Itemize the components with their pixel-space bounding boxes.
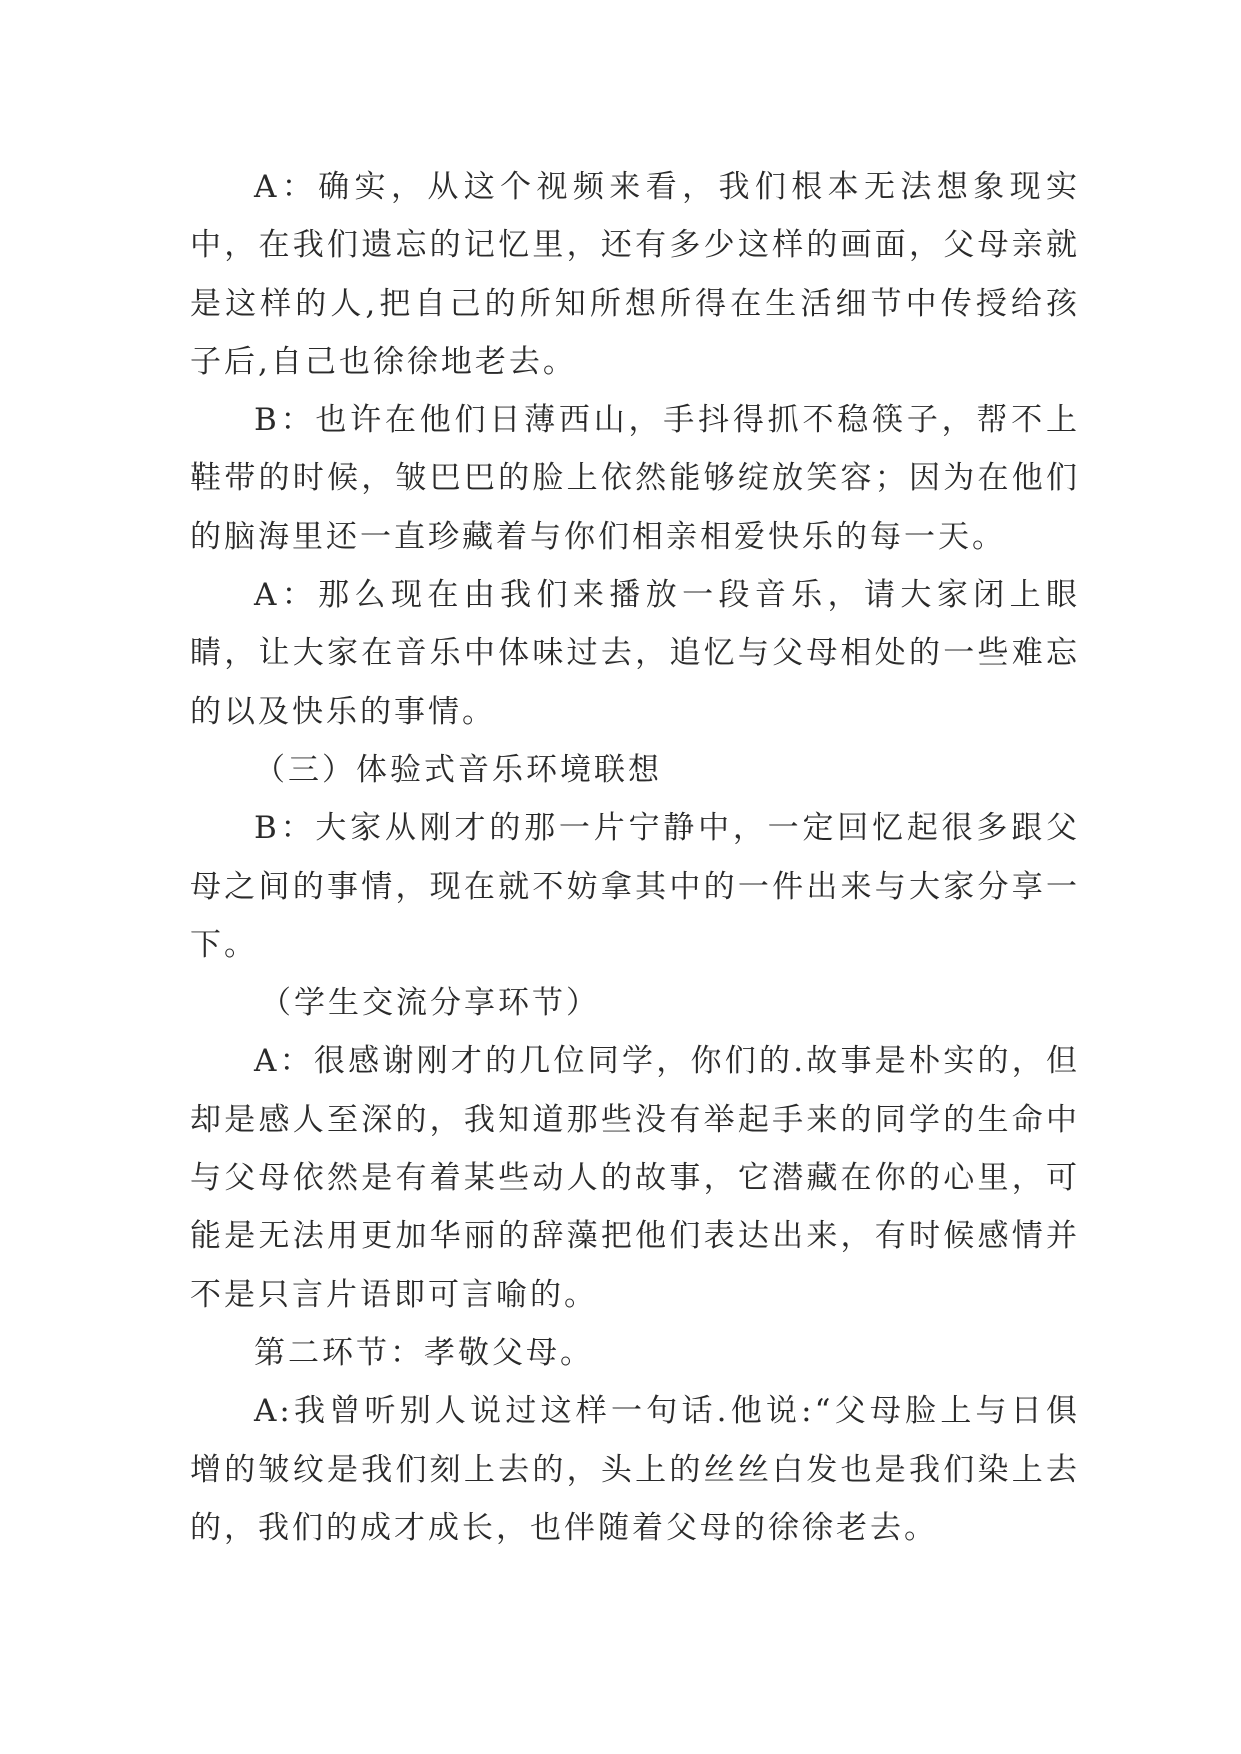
paragraph-dialogue-b-2: B：大家从刚才的那一片宁静中，一定回忆起很多跟父母之间的事情，现在就不妨拿其中的一件出来与大家分享一下。 [190,810,1080,963]
paragraph-dialogue-b-1: B：也许在他们日薄西山，手抖得抓不稳筷子，帮不上鞋带的时候，皱巴巴的脸上依然能够绽放笑容；因为在他们的脑海里还一直珍藏着与你们相亲相爱快乐的每一天。 [190,402,1080,555]
section-heading-filial: 第二环节：孝敬父母。 [254,1334,594,1371]
document-body [190,158,1080,1557]
paragraph-dialogue-a-3: A：很感谢刚才的几位同学，你们的.故事是朴实的，但却是感人至深的，我知道那些没有举起手来的同学的生命中与父母依然是有着某些动人的故事，它潜藏在你的心里，可能是无法用更加华丽的辞藻把他们表达出来，有时候感情并不是只言片语即可言喻的。 [190,1043,1080,1313]
paragraph-dialogue-a-4: A:我曾听别人说过这样一句话.他说:“父母脸上与日俱增的皱纹是我们刻上去的，头上的丝丝白发也是我们染上去的，我们的成才成长，也伴随着父母的徐徐老去。 [190,1393,1080,1546]
paragraph-dialogue-a-2: A：那么现在由我们来播放一段音乐，请大家闭上眼睛，让大家在音乐中体味过去，追忆与父母相处的一些难忘的以及快乐的事情。 [190,577,1080,730]
section-heading-music: （三）体验式音乐环境联想 [254,751,662,788]
paragraph-dialogue-a-1: A：确实，从这个视频来看，我们根本无法想象现实中，在我们遗忘的记忆里，还有多少这样的画面，父母亲就是这样的人,把自己的所知所想所得在生活细节中传授给孩子后,自己也徐徐地老去。 [190,169,1080,380]
stage-note-sharing: （学生交流分享环节） [260,985,600,1022]
